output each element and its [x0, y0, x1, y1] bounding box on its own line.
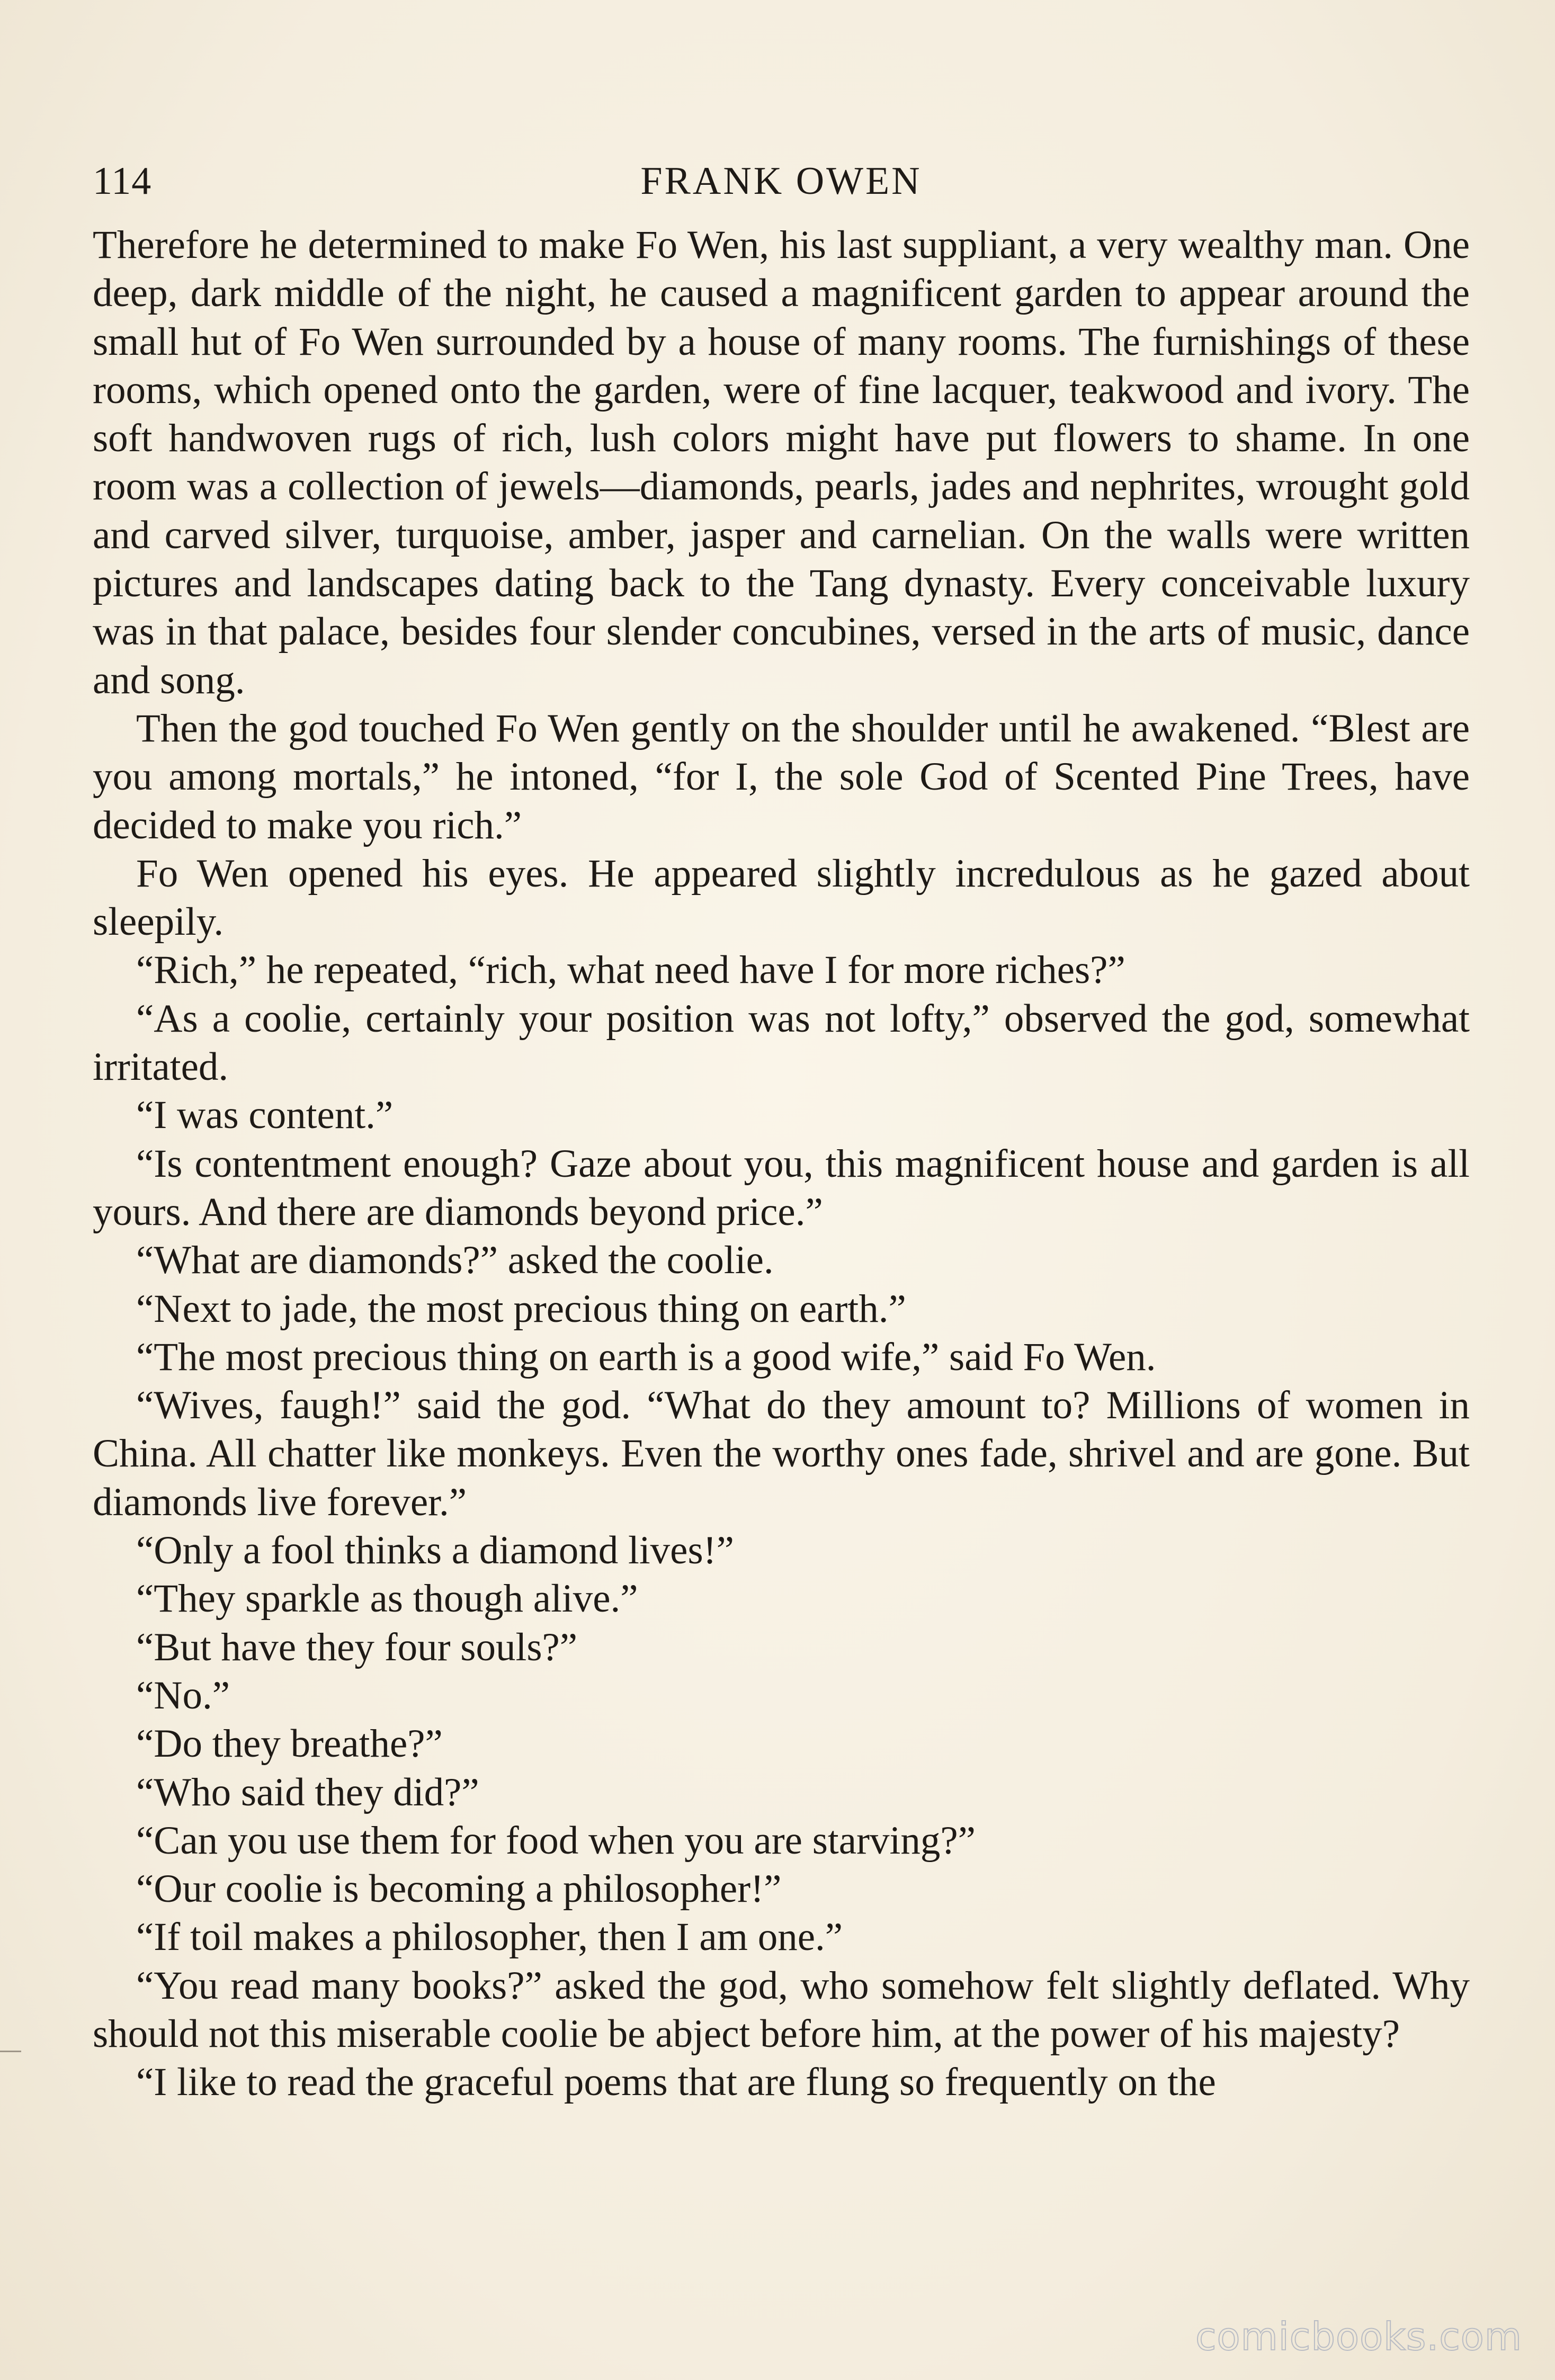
paragraph: “I was content.” — [136, 1093, 394, 1138]
margin-mark — [0, 2051, 21, 2052]
paragraph: Then the god touched Fo Wen gently on the shoulder until he awakened. “Blest are you among mortals,” he intoned, “for I, the sole God of Scented Pine Trees, have decided to make you rich.” — [93, 706, 1470, 847]
running-head: FRANK OWEN — [640, 159, 922, 203]
paragraph: “If toil makes a philosopher, then I am one.” — [136, 1915, 843, 1960]
paragraph: “Wives, faugh!” said the god. “What do they amount to? Millions of women in China. All chatter like monkeys. Even the worthy ones fade, shrivel and are gone. But diamonds live forever.” — [93, 1383, 1470, 1524]
paragraph: “Rich,” he repeated, “rich, what need have I for more riches?” — [136, 948, 1125, 992]
paragraph: “Who said they did?” — [136, 1770, 479, 1814]
paragraph: “You read many books?” asked the god, who somehow felt slightly deflated. Why should not this miserable coolie be abject before him, at the power of his majesty? — [93, 1963, 1470, 2056]
paragraph: “Is contentment enough? Gaze about you, this magnificent house and garden is all yours. And there are diamonds beyond price.” — [93, 1141, 1470, 1234]
paragraph: “Do they breathe?” — [136, 1722, 443, 1766]
paragraph: Therefore he determined to make Fo Wen, his last suppliant, a very wealthy man. One deep, dark middle of the night, he caused a magnificent garden to appear around the small hut of Fo Wen surrounded by a house of many rooms. The furnishings of these rooms, which opened onto the garden, were of fine lacquer, teakwood and ivory. The soft handwoven rugs of rich, lush colors might have put flowers to shame. In one room was a collection of jewels—diamonds, pearls, jades and nephrites, wrought gold and carved silver, turquoise, amber, jasper and carnelian. On the walls were written pictures and landscapes dating back to the Tang dynasty. Every conceivable luxury was in that palace, besides four slender concubines, versed in the arts of music, dance and song. — [93, 223, 1470, 702]
page-number: 114 — [93, 159, 152, 203]
paragraph: “They sparkle as though alive.” — [136, 1577, 638, 1621]
paragraph: “Next to jade, the most precious thing on earth.” — [136, 1286, 906, 1331]
paragraph: “I like to read the graceful poems that are flung so frequently on the — [136, 2060, 1216, 2105]
paragraph: Fo Wen opened his eyes. He appeared slightly incredulous as he gazed about sleepily. — [93, 851, 1470, 944]
body-text — [93, 221, 1470, 2107]
paragraph: “What are diamonds?” asked the coolie. — [136, 1238, 774, 1283]
paragraph: “No.” — [136, 1673, 230, 1717]
page-header — [93, 154, 1470, 212]
paragraph: “But have they four souls?” — [136, 1625, 578, 1669]
watermark: comicbooks.com — [1195, 2314, 1522, 2359]
paragraph: “The most precious thing on earth is a good wife,” said Fo Wen. — [136, 1335, 1156, 1379]
paragraph: “Only a fool thinks a diamond lives!” — [136, 1528, 734, 1573]
paragraph: “Can you use them for food when you are starving?” — [136, 1818, 976, 1863]
paragraph: “Our coolie is becoming a philosopher!” — [136, 1867, 782, 1911]
paragraph: “As a coolie, certainly your position was not lofty,” observed the god, somewhat irritated. — [93, 996, 1470, 1089]
